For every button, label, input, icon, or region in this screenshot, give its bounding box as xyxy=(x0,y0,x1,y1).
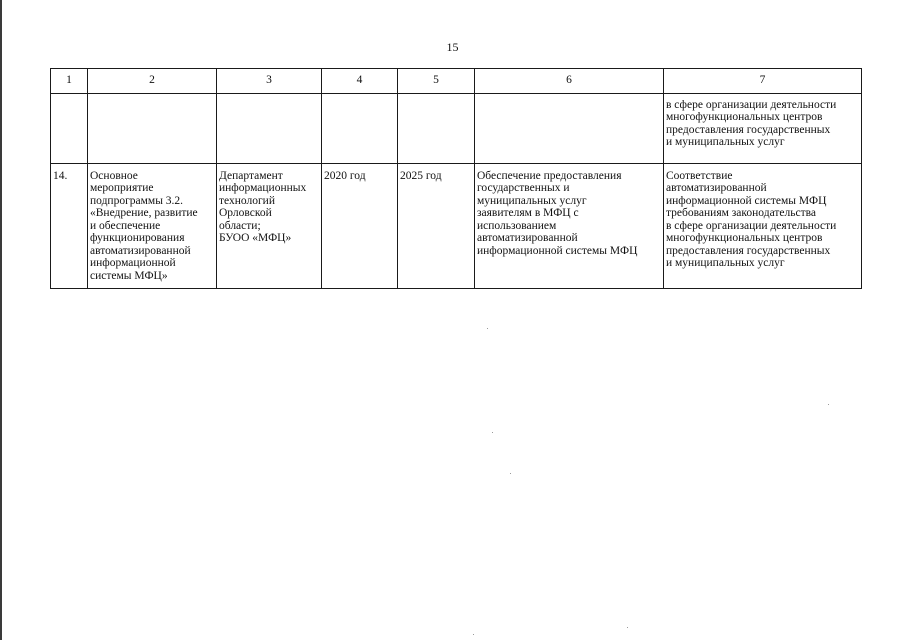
start-year-cell xyxy=(322,93,398,163)
table-row xyxy=(51,163,862,289)
executor-cell xyxy=(217,93,322,163)
link-cell: в сфере организации деятельности многофункциональных центров предоставления государственных и муниципальных услуг xyxy=(664,93,862,163)
scan-speck xyxy=(473,634,474,635)
row-number-cell: 14. xyxy=(51,163,88,289)
page-number: 15 xyxy=(446,40,459,54)
page-binding-edge xyxy=(0,0,2,640)
scan-speck xyxy=(492,432,493,433)
table-header-row xyxy=(51,69,862,94)
header-cell-4: 4 xyxy=(322,69,398,94)
header-cell-3: 3 xyxy=(217,69,322,94)
header-cell-7: 7 xyxy=(664,69,862,94)
expected-result-cell: Обеспечение предоставления государственных и муниципальных услуг заявителям в МФЦ с использованием автоматизированной информационной системы МФЦ xyxy=(475,163,664,289)
scan-speck xyxy=(487,328,488,329)
row-number-cell xyxy=(51,93,88,163)
program-table xyxy=(50,68,862,289)
link-cell: Соответствие автоматизированной информационной системы МФЦ требованиям законодательства в сфере организации деятельности многофункциональных центров предоставления государственных и муниципальных услуг xyxy=(664,163,862,289)
scan-speck xyxy=(510,473,511,474)
measure-cell xyxy=(88,93,217,163)
end-year-cell xyxy=(398,93,475,163)
scan-speck xyxy=(828,404,829,405)
header-cell-1: 1 xyxy=(51,69,88,94)
header-cell-5: 5 xyxy=(398,69,475,94)
scan-speck xyxy=(627,627,628,628)
measure-cell: Основное мероприятие подпрограммы 3.2. «Внедрение, развитие и обеспечение функционирования автоматизированной информационной системы МФЦ» xyxy=(88,163,217,289)
table-row xyxy=(51,93,862,163)
executor-cell: Департамент информационных технологий Орловской области; БУОО «МФЦ» xyxy=(217,163,322,289)
expected-result-cell xyxy=(475,93,664,163)
header-cell-6: 6 xyxy=(475,69,664,94)
end-year-cell: 2025 год xyxy=(398,163,475,289)
header-cell-2: 2 xyxy=(88,69,217,94)
start-year-cell: 2020 год xyxy=(322,163,398,289)
